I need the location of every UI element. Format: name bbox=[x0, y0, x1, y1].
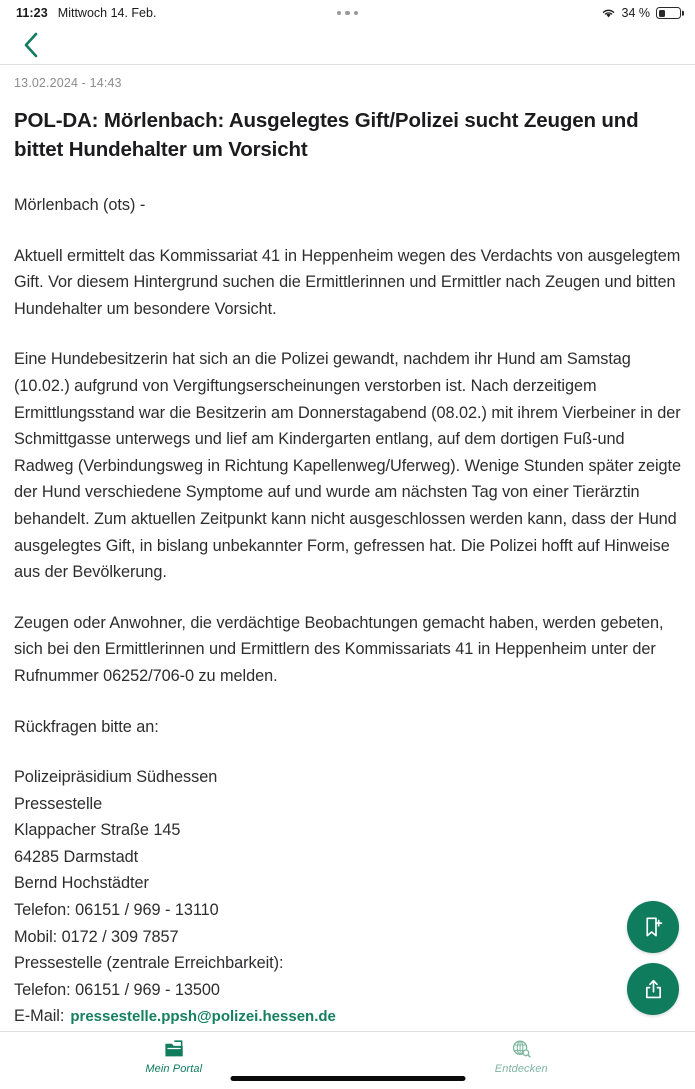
wifi-icon bbox=[601, 7, 616, 19]
battery-percent-label: 34 % bbox=[622, 6, 651, 20]
navigation-bar bbox=[0, 26, 695, 64]
folder-icon bbox=[163, 1038, 185, 1060]
globe-search-icon bbox=[510, 1038, 532, 1060]
article-paragraph: Rückfragen bitte an: bbox=[14, 714, 681, 741]
tab-mein-portal[interactable] bbox=[0, 1032, 348, 1075]
back-button[interactable] bbox=[14, 28, 48, 62]
contact-line: Polizeipräsidium Südhessen bbox=[14, 764, 681, 791]
status-date: Mittwoch 14. Feb. bbox=[58, 6, 157, 20]
contact-line: Telefon: 06151 / 969 - 13110 bbox=[14, 897, 681, 924]
status-time: 11:23 bbox=[16, 6, 48, 20]
article-body bbox=[14, 192, 681, 1031]
share-upload-icon bbox=[641, 977, 666, 1002]
email-link[interactable]: pressestelle.ppsh@polizei.hessen.de bbox=[70, 1008, 336, 1025]
email-label: E-Mail: bbox=[14, 1007, 64, 1025]
article-dateline: Mörlenbach (ots) - bbox=[14, 192, 681, 219]
status-bar-left bbox=[16, 6, 156, 20]
floating-action-buttons bbox=[627, 901, 679, 1015]
contact-line: 64285 Darmstadt bbox=[14, 844, 681, 871]
contact-line: Klappacher Straße 145 bbox=[14, 817, 681, 844]
contact-email-row bbox=[14, 1003, 681, 1031]
tab-label: Entdecken bbox=[495, 1063, 548, 1075]
article-timestamp: 13.02.2024 - 14:43 bbox=[14, 65, 681, 90]
page-title: POL-DA: Mörlenbach: Ausgelegtes Gift/Polizei sucht Zeugen und bittet Hundehalter um Vorsicht bbox=[14, 106, 674, 164]
article-paragraph: Eine Hundebesitzerin hat sich an die Polizei gewandt, nachdem ihr Hund am Samstag (10.02.) aufgrund von Vergiftungserscheinungen verstorben ist. Nach derzeitigem Ermittlungsstand war die Besitzerin am Donnerstagabend (08.02.) mit ihrem Vierbeiner in der Schmittgasse unterwegs und lief am Kindergarten entlang, auf dem dortigen Fuß-und Radweg (Verbindungsweg in Richtung Kapellenweg/Uferweg). Wenige Stunden später zeigte der Hund verschiedene Symptome auf und wurde am nächsten Tag von einer Tierärztin behandelt. Zum aktuellen Zeitpunkt kann nicht ausgeschlossen werden kann, dass der Hund ausgelegtes Gift, in bislang unbekannter Form, gefressen hat. Die Polizei hofft auf Hinweise aus der Bevölkerung. bbox=[14, 346, 681, 585]
contact-line: Pressestelle (zentrale Erreichbarkeit): bbox=[14, 950, 681, 977]
tab-label: Mein Portal bbox=[145, 1063, 202, 1075]
bottom-tab-bar bbox=[0, 1031, 695, 1089]
bookmark-plus-icon bbox=[641, 915, 666, 940]
bookmark-add-button[interactable] bbox=[627, 901, 679, 953]
article-paragraph: Zeugen oder Anwohner, die verdächtige Beobachtungen gemacht haben, werden gebeten, sich bei den Ermittlerinnen und Ermittlern des Kommissariats 41 in Heppenheim unter der Rufnummer 06252/706-0 zu melden. bbox=[14, 610, 681, 690]
contact-line: Telefon: 06151 / 969 - 13500 bbox=[14, 977, 681, 1004]
article-paragraph: Aktuell ermittelt das Kommissariat 41 in Heppenheim wegen des Verdachts von ausgelegtem Gift. Vor diesem Hintergrund suchen die Ermittlerinnen und Ermittler nach Zeugen und bitten Hundehalter um besondere Vorsicht. bbox=[14, 243, 681, 323]
contact-line: Pressestelle bbox=[14, 791, 681, 818]
three-dots-icon bbox=[337, 11, 359, 16]
chevron-left-icon bbox=[23, 32, 39, 58]
article-scroll-area[interactable] bbox=[0, 64, 695, 1031]
contact-line: Bernd Hochstädter bbox=[14, 870, 681, 897]
share-button[interactable] bbox=[627, 963, 679, 1015]
tab-entdecken[interactable] bbox=[348, 1032, 695, 1075]
contact-line: Mobil: 0172 / 309 7857 bbox=[14, 924, 681, 951]
home-indicator bbox=[230, 1076, 465, 1081]
press-contact-block bbox=[14, 764, 681, 1031]
status-bar-right bbox=[601, 6, 682, 20]
battery-icon bbox=[656, 7, 681, 19]
status-bar bbox=[0, 0, 695, 26]
